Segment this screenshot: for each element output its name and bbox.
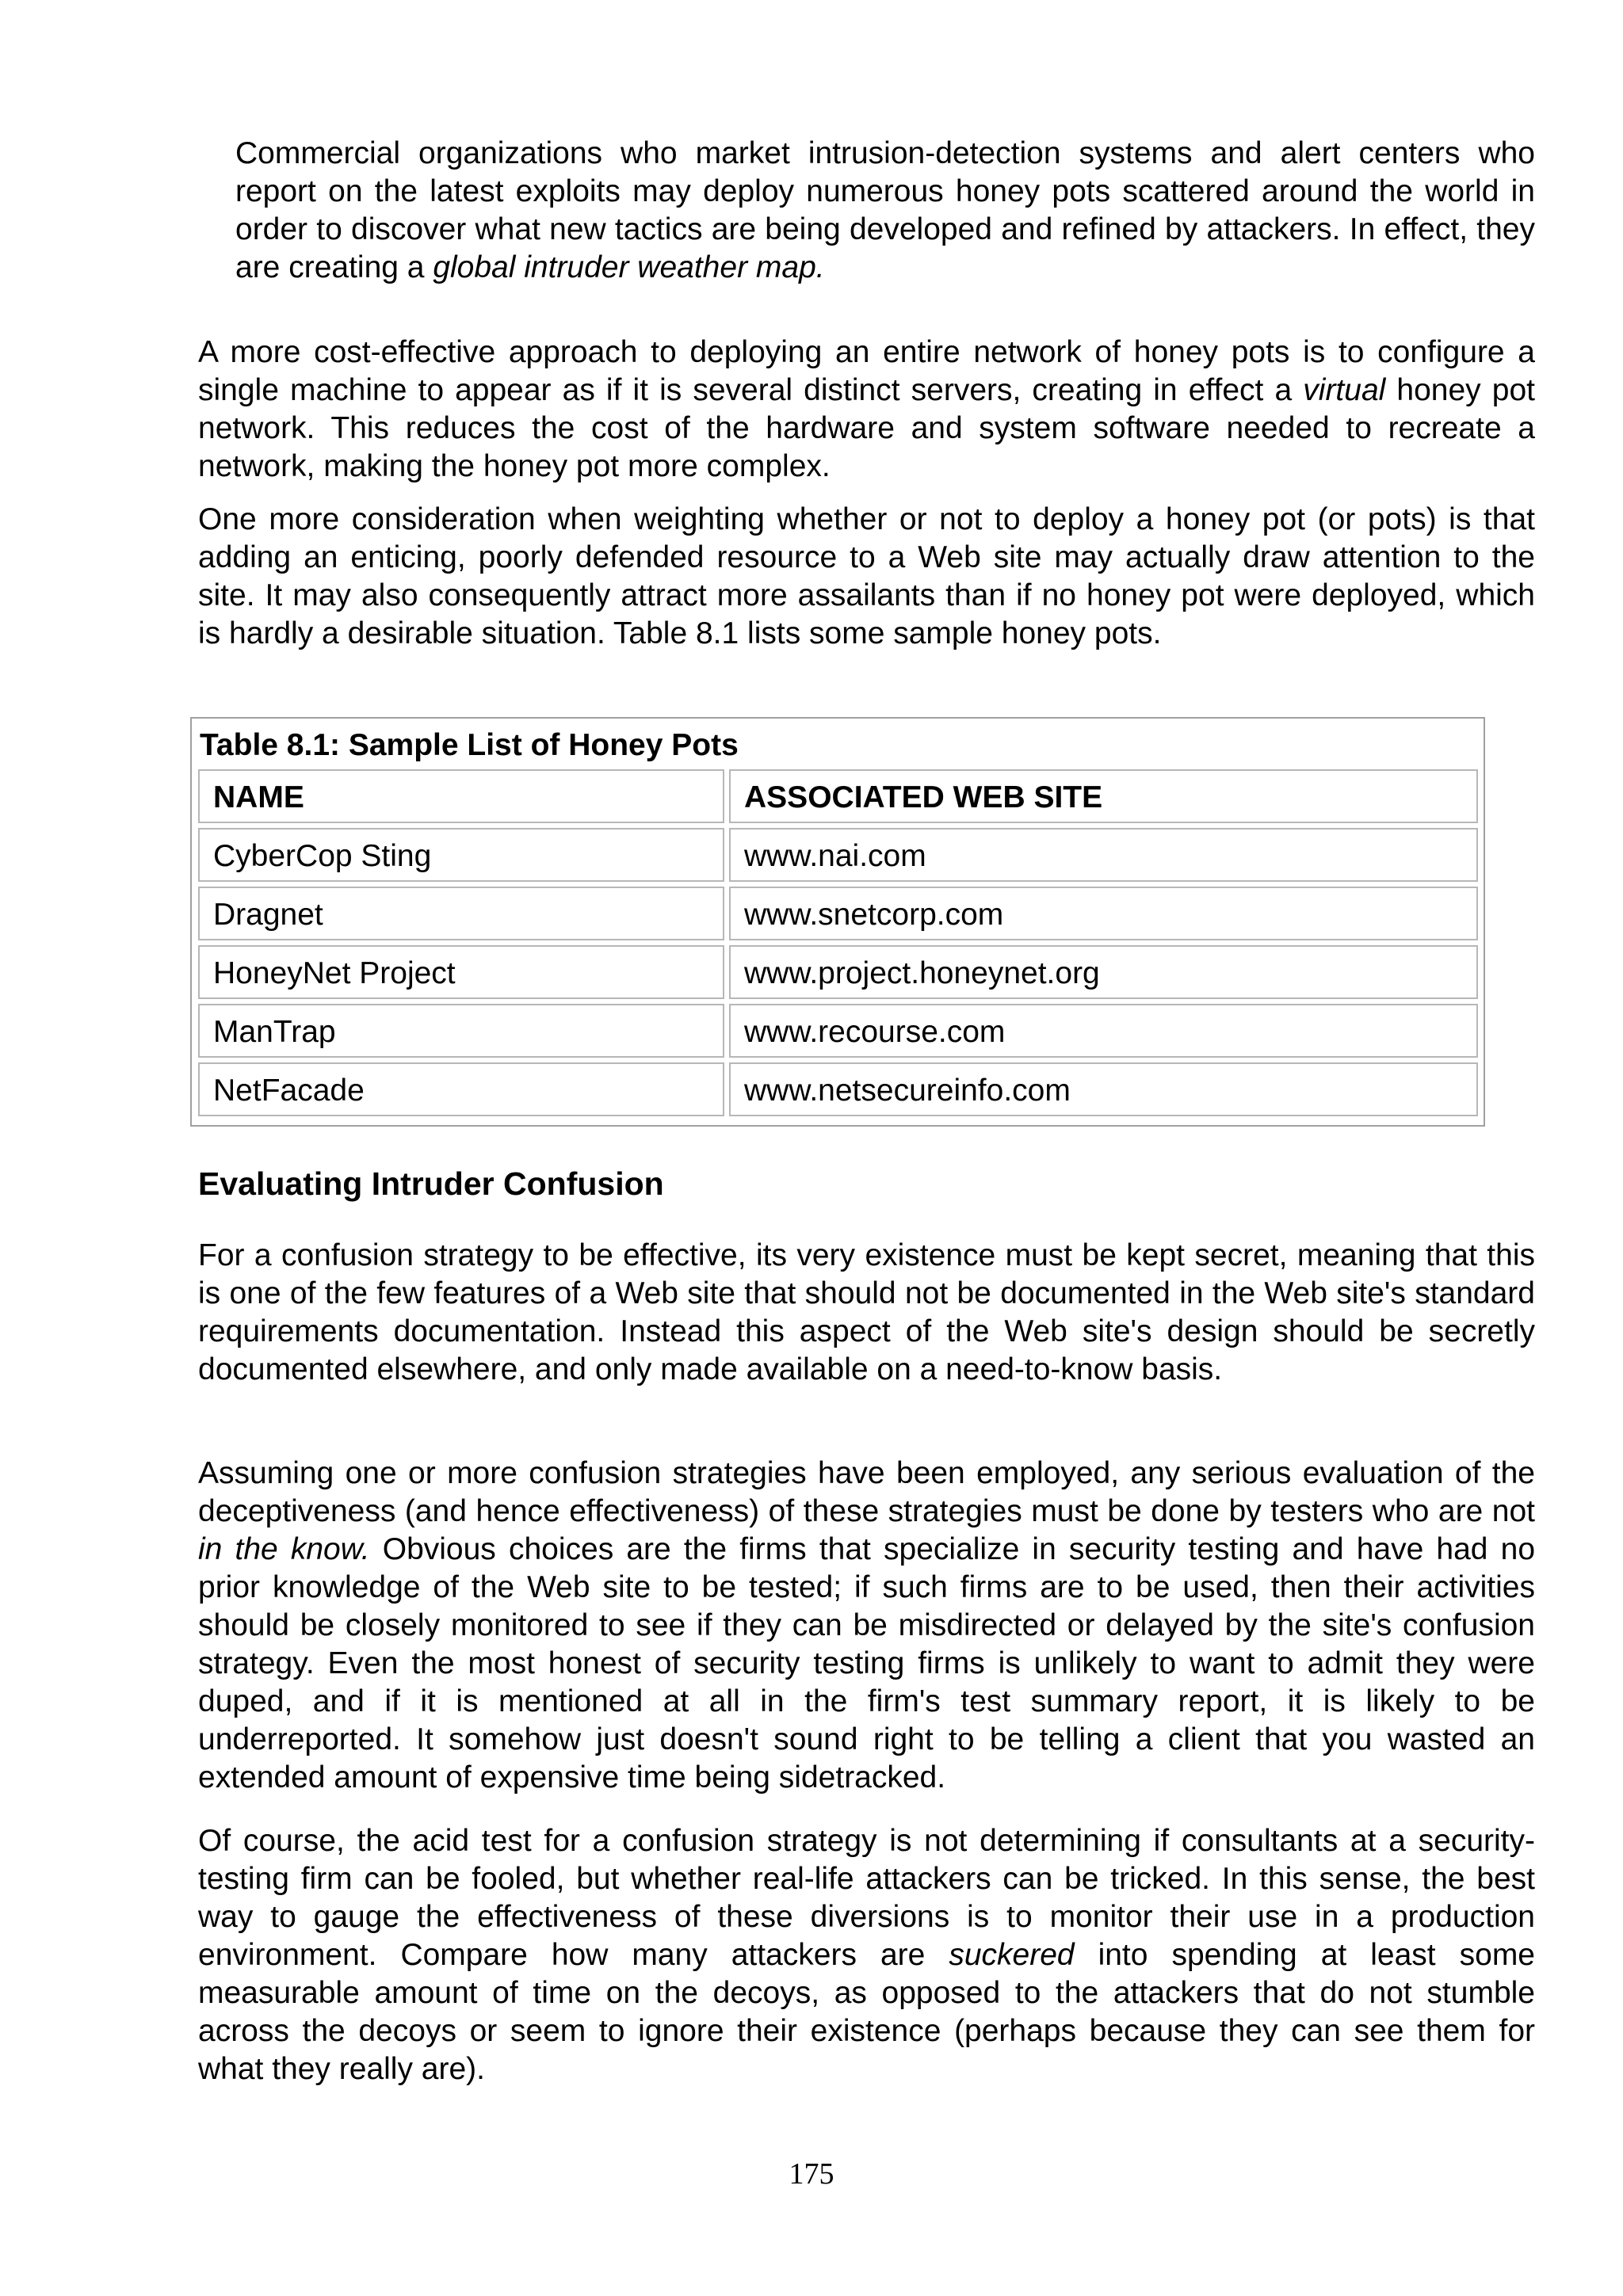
table-cell-name: Dragnet xyxy=(198,887,724,940)
emphasis-text: in the know. xyxy=(198,1532,370,1566)
table-cell-web-site: www.project.honeynet.org xyxy=(729,945,1478,999)
paragraph xyxy=(198,1822,1535,2088)
table-header-name: NAME xyxy=(198,769,724,823)
paragraph-text: Of course, the acid test for a confusion strategy is not determining if consultants at a security-testing firm can be fooled, but whether real-life attackers can be tricked. In this sense, the best way to gauge the effectiveness of these diversions is to monitor their use in a production environment. Compare how many attackers are xyxy=(198,1824,1535,1972)
indented-paragraph xyxy=(235,135,1535,287)
page-number: 175 xyxy=(789,2157,834,2191)
table-cell-web-site: www.snetcorp.com xyxy=(729,887,1478,940)
table-cell-web-site: www.recourse.com xyxy=(729,1004,1478,1058)
paragraph-trail: into spending at least some measurable amount of time on the decoys, as opposed to the attackers that do not stumble across the decoys or seem to ignore their existence (perhaps because they can see them for what they really are). xyxy=(198,1938,1536,2086)
emphasis-text: global intruder weather map. xyxy=(433,250,825,284)
paragraph-text: Assuming one or more confusion strategies have been employed, any serious evaluation of the deceptiveness (and hence effectiveness) of these strategies must be done by testers who are not xyxy=(198,1456,1535,1528)
table-cell-name: NetFacade xyxy=(198,1062,724,1116)
honey-pots-table xyxy=(190,717,1485,1127)
table-header-web-site: ASSOCIATED WEB SITE xyxy=(729,769,1478,823)
paragraph xyxy=(198,334,1535,486)
paragraph: For a confusion strategy to be effective, its very existence must be kept secret, meaning that this is one of the few features of a Web site that should not be documented in the Web site's standard requirements documentation. Instead this aspect of the Web site's design should be secretly documented elsewhere, and only made available on a need-to-know basis. xyxy=(198,1238,1535,1386)
emphasis-text: suckered xyxy=(949,1938,1075,1972)
table-cell-web-site: www.netsecureinfo.com xyxy=(729,1062,1478,1116)
indented-paragraph-text: Commercial organizations who market intrusion-detection systems and alert centers who report on the latest exploits may deploy numerous honey pots scattered around the world in order to discover what new tactics are being developed and refined by attackers. In effect, they are creating a xyxy=(235,136,1535,284)
emphasis-text: virtual xyxy=(1303,373,1386,407)
paragraph xyxy=(198,1455,1535,1797)
section-title: Evaluating Intruder Confusion xyxy=(198,1165,664,1202)
table-cell-name: HoneyNet Project xyxy=(198,945,724,999)
table-cell-name: CyberCop Sting xyxy=(198,828,724,882)
paragraph-trail: Obvious choices are the firms that specialize in security testing and have had no prior knowledge of the Web site to be tested; if such firms are to be used, then their activities should be closely monitored to see if they can be misdirected or delayed by the site's confusion strategy. Even the most honest of security testing firms is unlikely to want to admit they were duped, and if it is mentioned at all in the firm's test summary report, it is likely to be underreported. It somehow just doesn't sound right to be telling a client that you wasted an extended amount of expensive time being sidetracked. xyxy=(198,1532,1536,1794)
table-caption: Table 8.1: Sample List of Honey Pots xyxy=(200,728,739,762)
paragraph-text: A more cost-effective approach to deploying an entire network of honey pots is to configure a single machine to appear as if it is several distinct servers, creating in effect a xyxy=(198,335,1535,407)
paragraph-trail: honey pot network. This reduces the cost of the hardware and system software needed to recreate a network, making the honey pot more complex. xyxy=(198,373,1535,483)
paragraph: One more consideration when weighting whether or not to deploy a honey pot (or pots) is that adding an enticing, poorly defended resource to a Web site may actually draw attention to the site. It may also consequently attract more assailants than if no honey pot were deployed, which is hardly a desirable situation. Table 8.1 lists some sample honey pots. xyxy=(198,502,1535,650)
table-cell-web-site: www.nai.com xyxy=(729,828,1478,882)
table-cell-name: ManTrap xyxy=(198,1004,724,1058)
